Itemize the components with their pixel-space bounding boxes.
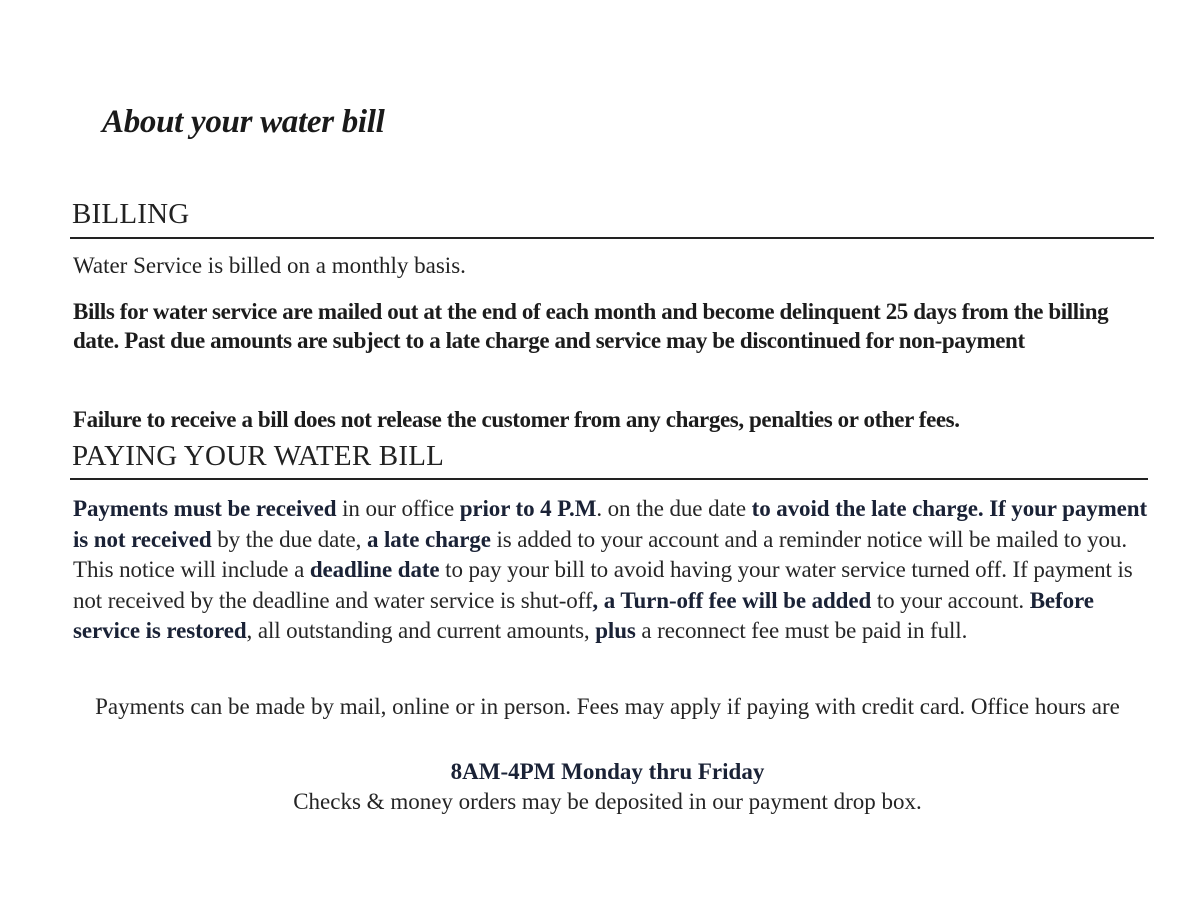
policy-emphasis: deadline date [309, 557, 440, 582]
policy-emphasis: , a Turn-off fee will be added [592, 587, 872, 613]
policy-text: a reconnect fee must be paid in full. [635, 618, 968, 643]
policy-emphasis: prior to 4 P.M [459, 496, 597, 521]
policy-text: is added to your account and a reminder notice will be mailed to you. This notice will include a [73, 526, 1127, 582]
payment-policy-text [73, 494, 1148, 647]
policy-emphasis: If your payment is not received [73, 496, 1148, 552]
office-hours-text: 8AM-4PM Monday thru Friday [450, 759, 765, 784]
payment-methods-text: Payments can be made by mail, online or in person. Fees may apply if paying with credit card. Office hours are [95, 694, 1120, 719]
billing-heading: BILLING [72, 198, 190, 230]
policy-text: in our office [336, 496, 460, 521]
policy-emphasis: plus [595, 618, 636, 643]
policy-emphasis: Payments must be received [73, 496, 337, 521]
policy-text: . on the due date [596, 496, 752, 521]
paying-divider [70, 478, 1148, 480]
policy-text: by the due date, [211, 526, 367, 552]
policy-emphasis: a late charge [366, 526, 491, 552]
billing-failure-notice: Failure to receive a bill does not release the customer from any charges, penalties or other fees. [73, 407, 960, 432]
policy-text: to pay your bill to avoid having your water service turned off. If payment is not received by the deadline and water service is shut-off [73, 557, 1133, 613]
policy-emphasis: to avoid the late charge. [751, 496, 984, 521]
billing-delinquency-text: Bills for water service are mailed out at the end of each month and become delinquent 25 days from the billing date. Past due amounts are subject to a late charge and service may be discontinued for non-payment [73, 299, 1109, 353]
policy-emphasis: Before service is restored [73, 587, 1094, 643]
policy-text: to your account. [871, 587, 1030, 613]
billing-divider [70, 237, 1154, 239]
policy-text: , all outstanding and current amounts, [246, 618, 596, 643]
document-title: About your water bill [102, 104, 385, 140]
paying-heading: PAYING YOUR WATER BILL [72, 440, 445, 472]
billing-frequency-text: Water Service is billed on a monthly basis. [73, 253, 466, 278]
drop-box-text: Checks & money orders may be deposited in our payment drop box. [293, 789, 922, 814]
